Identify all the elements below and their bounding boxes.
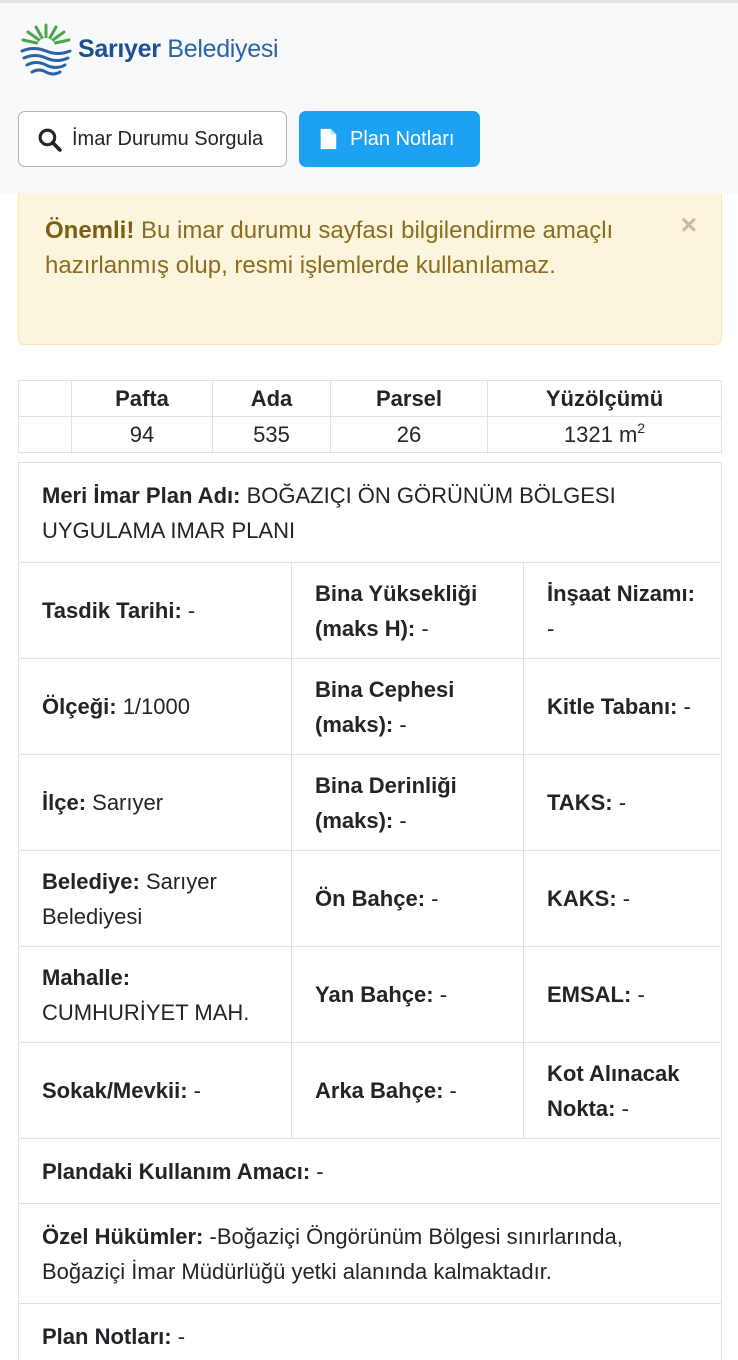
info-cell [524, 851, 721, 946]
arka-bahce-label: Arka Bahçe: [315, 1078, 444, 1103]
area-unit-superscript: 2 [637, 419, 646, 436]
tasdik-tarihi-label: Tasdik Tarihi: [42, 598, 182, 623]
tasdik-tarihi-value: - [181, 598, 196, 623]
warning-alert [18, 193, 722, 345]
plan-info-table [18, 462, 722, 1360]
special-provisions-label: Özel Hükümler: [42, 1224, 204, 1249]
logo-suffix: Belediyesi [167, 34, 279, 63]
plan-name-row [19, 463, 721, 563]
olcegi-label: Ölçeği: [42, 694, 117, 719]
bina-derinligi-value: - [393, 807, 407, 833]
kot-alinacak-nokta-label: Kot Alınacak Nokta: [547, 1060, 680, 1121]
value-pafta: 94 [72, 417, 213, 453]
info-cell [524, 1043, 721, 1138]
info-cell [19, 1043, 292, 1138]
info-cell [292, 755, 524, 850]
header-parsel: Parsel [331, 381, 488, 417]
info-cell [19, 947, 292, 1042]
parcel-header-row [19, 381, 722, 417]
special-provisions-value: -Boğaziçi Öngörünüm Bölgesi sınırlarında, Boğaziçi İmar Müdürlüğü yetki alanında kalmaktadır. [42, 1224, 623, 1284]
municipality-logo[interactable] [18, 20, 278, 78]
imar-durumu-sorgula-button[interactable] [18, 111, 287, 167]
usage [42, 1154, 324, 1189]
plan-name-label: Meri İmar Plan Adı: [42, 483, 241, 508]
search-icon [37, 127, 62, 152]
alert-strong: Önemli! [45, 217, 135, 244]
info-cell [292, 947, 524, 1042]
value-yuzolcumu: 1321 m [563, 421, 638, 447]
plan-notes-label: Plan Notları: [42, 1324, 172, 1349]
usage-row [19, 1139, 721, 1204]
notes-button-label: Plan Notları [350, 127, 455, 150]
info-row [19, 1043, 721, 1139]
mahalle-label: Mahalle: [42, 964, 131, 990]
info-cell [524, 563, 721, 658]
search-button-label: İmar Durumu Sorgula [72, 127, 264, 150]
special-provisions-row [19, 1204, 721, 1304]
bina-cephesi-label: Bina Cephesi (maks): [315, 676, 455, 737]
empty-value-cell [19, 417, 72, 453]
empty-header-cell [19, 381, 72, 417]
header-ada: Ada [213, 381, 331, 417]
logo-name: Sarıyer [78, 34, 161, 63]
on-bahce-value: - [425, 886, 439, 911]
page-header [0, 0, 738, 193]
sokak-mevkii-label: Sokak/Mevkii: [42, 1078, 188, 1103]
info-cell [19, 563, 292, 658]
sokak-mevkii-value: - [187, 1078, 201, 1103]
header-pafta: Pafta [72, 381, 213, 417]
plan-name-value: BOĞAZIÇI ÖN GÖRÜNÜM BÖLGESI UYGULAMA IMAR PLANI [42, 483, 616, 543]
info-cell [524, 659, 721, 754]
emsal-label: EMSAL: [547, 982, 632, 1007]
belediye-value: Sarıyer Belediyesi [42, 868, 217, 929]
info-cell [19, 851, 292, 946]
info-cell [292, 563, 524, 658]
kot-alinacak-nokta-value: - [615, 1095, 629, 1121]
special-provisions [42, 1219, 699, 1289]
mahalle-value: CUMHURİYET MAH. [42, 999, 250, 1025]
info-row [19, 563, 721, 659]
info-cell [292, 659, 524, 754]
alert-text: Bu imar durumu sayfası bilgilendirme amaçlı hazırlanmış olup, resmi işlemlerde kullanılamaz. [45, 217, 614, 279]
arka-bahce-value: - [443, 1078, 457, 1103]
info-row [19, 659, 721, 755]
logo-text [78, 35, 278, 64]
value-yuzolcumu-cell [488, 417, 722, 453]
ilce-value: Sarıyer [86, 790, 164, 815]
document-icon [318, 128, 338, 150]
plan-notes-row [19, 1304, 721, 1360]
close-icon[interactable]: × [680, 209, 697, 240]
info-cell [524, 755, 721, 850]
emsal-value: - [631, 982, 645, 1007]
info-row [19, 755, 721, 851]
bina-derinligi-label: Bina Derinliği (maks): [315, 772, 457, 833]
usage-label: Plandaki Kullanım Amacı: [42, 1159, 311, 1184]
olcegi-value: 1/1000 [116, 694, 190, 719]
parcel-value-row [19, 417, 722, 453]
ilce-label: İlçe: [42, 790, 87, 815]
bina-cephesi-value: - [393, 711, 407, 737]
usage-value: - [310, 1159, 324, 1184]
info-cell [19, 659, 292, 754]
sun-sea-logo-icon [18, 21, 74, 77]
bina-yuksekligi-value: - [415, 615, 429, 641]
plan-notes [42, 1319, 185, 1354]
info-cell [19, 755, 292, 850]
header-yuzolcumu: Yüzölçümü [488, 381, 722, 417]
bina-yuksekligi-label: Bina Yüksekliği (maks H): [315, 580, 478, 641]
insaat-nizami-value: - [547, 615, 555, 641]
belediye-label: Belediye: [42, 868, 140, 894]
yan-bahce-value: - [433, 982, 448, 1007]
kaks-label: KAKS: [547, 886, 617, 911]
info-cell [292, 851, 524, 946]
info-cell [524, 947, 721, 1042]
kitle-tabani-label: Kitle Tabanı: [547, 694, 678, 719]
value-ada: 535 [213, 417, 331, 453]
value-parsel: 26 [331, 417, 488, 453]
taks-value: - [612, 790, 627, 815]
plan-notlari-button[interactable] [299, 111, 480, 167]
info-row [19, 947, 721, 1043]
on-bahce-label: Ön Bahçe: [315, 886, 426, 911]
plan-notes-value: - [171, 1324, 186, 1349]
yan-bahce-label: Yan Bahçe: [315, 982, 434, 1007]
info-cell [292, 1043, 524, 1138]
insaat-nizami-label: İnşaat Nizamı: [547, 580, 695, 606]
taks-label: TAKS: [547, 790, 613, 815]
info-row [19, 851, 721, 947]
kitle-tabani-value: - [677, 694, 691, 719]
kaks-value: - [616, 886, 631, 911]
parcel-table [18, 380, 722, 453]
plan-name [42, 478, 699, 548]
